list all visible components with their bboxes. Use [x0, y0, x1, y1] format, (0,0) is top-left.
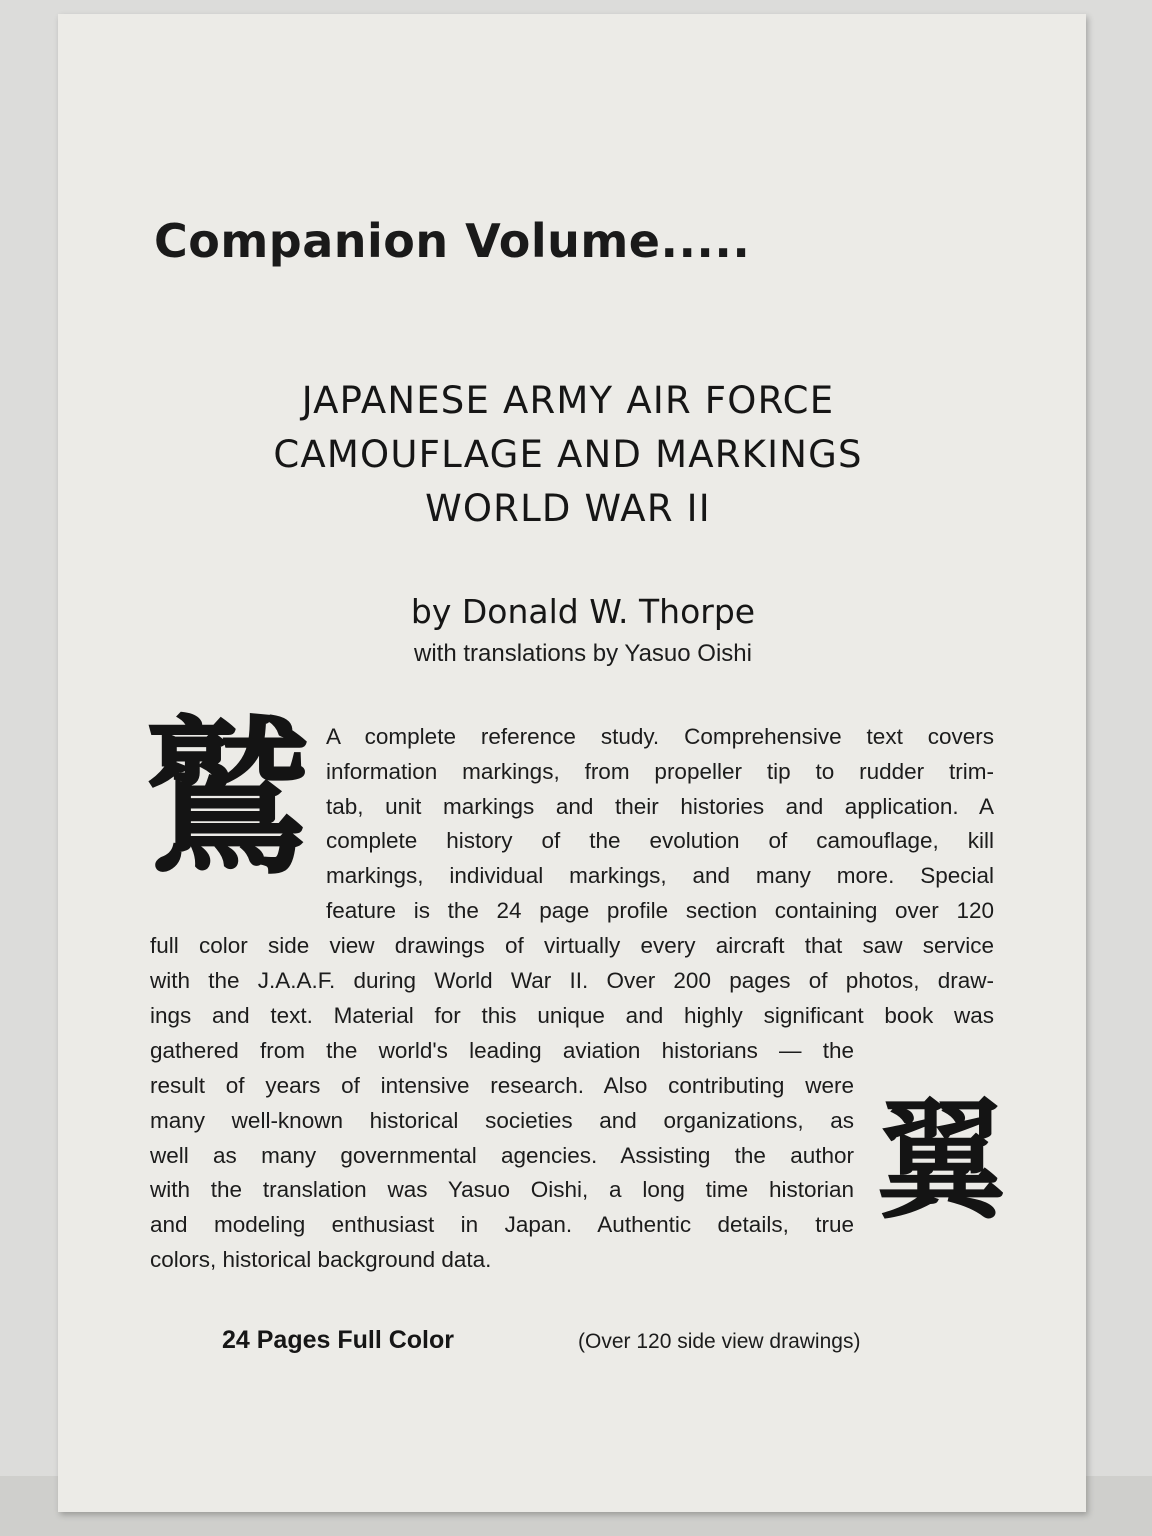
book-title	[218, 374, 918, 536]
description-line: well as many governmental agencies. Assisting the author	[150, 1142, 854, 1168]
description-line: with the translation was Yasuo Oishi, a long time historian	[150, 1177, 854, 1203]
description-line: gathered from the world's leading aviation historians — the	[150, 1038, 854, 1063]
companion-volume-heading: Companion Volume.....	[154, 214, 751, 268]
description-line: full color side view drawings of virtually every aircraft that saw service	[150, 933, 994, 958]
full-color-pages-note: 24 Pages Full Color	[222, 1326, 455, 1354]
description-line: information markings, from propeller tip to rudder trim-	[326, 758, 994, 784]
description-line: complete history of the evolution of camouflage, kill	[326, 828, 994, 854]
translator-line: with translations by Yasuo Oishi	[414, 640, 752, 667]
description-paragraph-middle	[150, 929, 994, 1033]
description-line: A complete reference study. Comprehensive text covers	[326, 724, 994, 749]
description-line: many well-known historical societies and organizations, as	[150, 1107, 854, 1133]
description-line: markings, individual markings, and many more. Special	[326, 863, 994, 889]
title-line: CAMOUFLAGE AND MARKINGS	[273, 433, 863, 476]
description-paragraph-bottom	[150, 1069, 854, 1278]
calligraphy-eagle-icon	[141, 698, 313, 908]
description-paragraph-transition	[150, 1034, 854, 1069]
description-line: and modeling enthusiast in Japan. Authentic details, true	[150, 1212, 854, 1238]
calligraphy-eagle-glyph: 鷲	[141, 701, 313, 899]
description-line: colors, historical background data.	[150, 1246, 492, 1272]
author-line: by Donald W. Thorpe	[410, 592, 756, 631]
description-line: with the J.A.A.F. during World War II. Over 200 pages of photos, draw-	[150, 967, 994, 993]
description-line: ings and text. Material for this unique and highly significant book was	[150, 1002, 994, 1028]
description-line: feature is the 24 page profile section containing over 120	[326, 897, 994, 923]
book-back-cover	[58, 14, 1086, 1512]
description-line: result of years of intensive research. Also contributing were	[150, 1073, 854, 1098]
description-paragraph-top	[326, 720, 994, 929]
calligraphy-wing-icon	[875, 1074, 1007, 1244]
title-line: WORLD WAR II	[425, 487, 711, 530]
description-line: tab, unit markings and their histories and application. A	[326, 793, 994, 819]
title-line: JAPANESE ARMY AIR FORCE	[301, 379, 835, 422]
calligraphy-wing-glyph: 翼	[875, 1085, 1007, 1237]
side-view-drawings-note: (Over 120 side view drawings)	[578, 1330, 861, 1353]
